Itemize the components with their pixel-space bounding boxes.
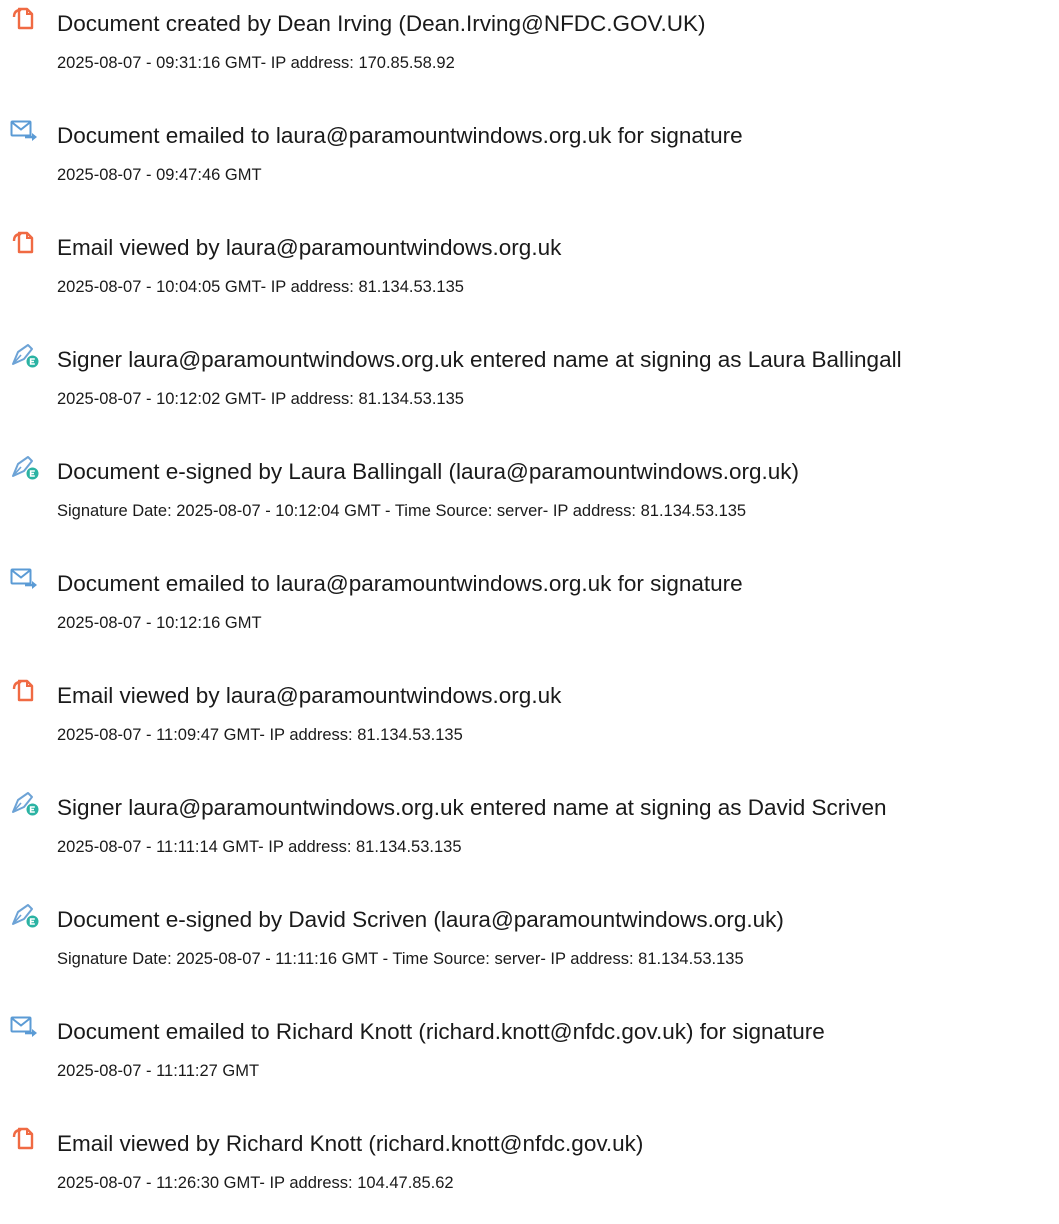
event-detail: 2025-08-07 - 11:09:47 GMT- IP address: 81.134.53.135	[57, 726, 463, 744]
e-sign-icon	[10, 902, 40, 928]
e-sign-icon	[10, 342, 40, 368]
event-detail: Signature Date: 2025-08-07 - 11:11:16 GMT - Time Source: server- IP address: 81.134.53.135	[57, 950, 744, 968]
event-title: Email viewed by laura@paramountwindows.org.uk	[57, 683, 562, 708]
event-detail: Signature Date: 2025-08-07 - 10:12:04 GMT - Time Source: server- IP address: 81.134.53.135	[57, 502, 747, 520]
audit-event	[0, 1008, 1059, 1098]
email-sent-icon	[10, 118, 40, 144]
audit-event	[0, 672, 1059, 762]
event-title: Document e-signed by David Scriven (laura@paramountwindows.org.uk)	[57, 907, 784, 932]
e-sign-icon	[10, 790, 40, 816]
audit-event	[0, 112, 1059, 202]
event-detail: 2025-08-07 - 10:04:05 GMT- IP address: 81.134.53.135	[57, 278, 464, 296]
event-title: Signer laura@paramountwindows.org.uk entered name at signing as David Scriven	[57, 795, 887, 820]
email-viewed-icon	[10, 230, 40, 256]
audit-event	[0, 336, 1059, 426]
event-detail: 2025-08-07 - 11:26:30 GMT- IP address: 104.47.85.62	[57, 1174, 454, 1192]
event-title: Signer laura@paramountwindows.org.uk entered name at signing as Laura Ballingall	[57, 347, 902, 372]
e-sign-icon	[10, 454, 40, 480]
event-detail: 2025-08-07 - 11:11:14 GMT- IP address: 81.134.53.135	[57, 838, 462, 856]
audit-event	[0, 1120, 1059, 1210]
audit-event	[0, 896, 1059, 986]
event-title: Document emailed to laura@paramountwindows.org.uk for signature	[57, 123, 743, 148]
event-title: Email viewed by Richard Knott (richard.knott@nfdc.gov.uk)	[57, 1131, 644, 1156]
email-viewed-icon	[10, 678, 40, 704]
event-detail: 2025-08-07 - 09:31:16 GMT- IP address: 170.85.58.92	[57, 54, 455, 72]
event-detail: 2025-08-07 - 10:12:16 GMT	[57, 614, 262, 632]
event-detail: 2025-08-07 - 11:11:27 GMT	[57, 1062, 260, 1080]
email-viewed-icon	[10, 1126, 40, 1152]
event-title: Document created by Dean Irving (Dean.Irving@NFDC.GOV.UK)	[57, 11, 706, 36]
event-title: Document emailed to laura@paramountwindows.org.uk for signature	[57, 571, 743, 596]
event-detail: 2025-08-07 - 09:47:46 GMT	[57, 166, 262, 184]
audit-event	[0, 0, 1059, 90]
document-created-icon	[10, 6, 40, 32]
event-title: Document e-signed by Laura Ballingall (laura@paramountwindows.org.uk)	[57, 459, 799, 484]
audit-event	[0, 560, 1059, 650]
event-title: Email viewed by laura@paramountwindows.org.uk	[57, 235, 562, 260]
audit-event	[0, 784, 1059, 874]
event-title: Document emailed to Richard Knott (richard.knott@nfdc.gov.uk) for signature	[57, 1019, 825, 1044]
email-sent-icon	[10, 566, 40, 592]
email-sent-icon	[10, 1014, 40, 1040]
audit-event	[0, 448, 1059, 538]
event-detail: 2025-08-07 - 10:12:02 GMT- IP address: 81.134.53.135	[57, 390, 464, 408]
audit-event	[0, 224, 1059, 314]
